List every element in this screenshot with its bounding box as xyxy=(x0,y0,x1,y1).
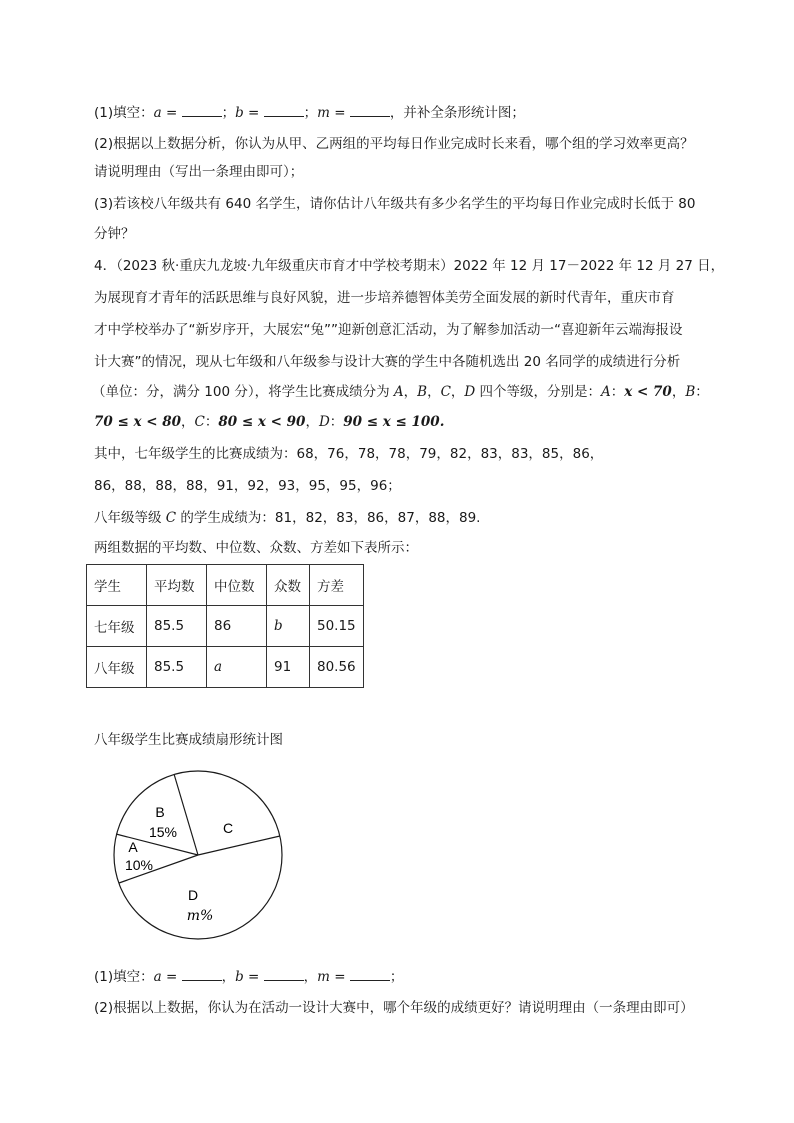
table-cell: 85.5 xyxy=(147,647,207,688)
slice-value-a: 10% xyxy=(124,857,154,873)
table-header-cell: 中位数 xyxy=(207,565,267,606)
table-cell: 86 xyxy=(207,606,267,647)
table-row xyxy=(87,647,364,688)
q4-stem-line5: （单位：分，满分 100 分），将学生比赛成绩分为 A，B，C，D 四个等级，分别是：A：x < 70，B： xyxy=(92,384,709,400)
table-cell: 85.5 xyxy=(147,606,207,647)
q4-stem-line1: 4．（2023 秋·重庆九龙坡·九年级重庆市育才中学校考期末）2022 年 12 月 17－2022 年 12 月 27 日， xyxy=(94,258,725,274)
q4-part1: (1)填空：a = ，b = ，m = ； xyxy=(94,966,403,987)
slice-label-d: D xyxy=(187,887,199,903)
slice-label-a: A xyxy=(128,839,138,855)
q3-part3-line1: (3)若该校八年级共有 640 名学生，请你估计八年级共有多少名学生的平均每日作业完成时长低于 80 xyxy=(94,196,696,212)
answer-blank-m[interactable] xyxy=(350,966,390,981)
q4-grade7-scores-line2: 86，88，88，88，91，92，93，95，95，96； xyxy=(94,478,401,494)
slice-value-b: 15% xyxy=(148,824,178,840)
table-cell: 50.15 xyxy=(310,606,364,647)
answer-blank-b[interactable] xyxy=(264,102,304,117)
statistics-table xyxy=(86,564,364,688)
table-header-cell: 平均数 xyxy=(147,565,207,606)
q4-stem-line6: 70 ≤ x < 80，C：80 ≤ x < 90，D：90 ≤ x ≤ 100. xyxy=(94,414,445,430)
pie-chart xyxy=(100,760,300,950)
slice-label-b: B xyxy=(155,804,165,820)
q4-part2: (2)根据以上数据，你认为在活动一设计大赛中，哪个年级的成绩更好？请说明理由（一条理由即可） xyxy=(94,1000,694,1016)
table-cell: b xyxy=(267,606,310,647)
table-header-cell: 学生 xyxy=(87,565,147,606)
pie-chart-title: 八年级学生比赛成绩扇形统计图 xyxy=(94,732,283,748)
answer-blank-b[interactable] xyxy=(264,966,304,981)
q3-part2-line2: 请说明理由（写出一条理由即可）； xyxy=(94,164,304,180)
slice-label-c: C xyxy=(222,820,234,836)
table-cell: 七年级 xyxy=(87,606,147,647)
answer-blank-a[interactable] xyxy=(182,102,222,117)
table-header-cell: 方差 xyxy=(310,565,364,606)
q4-stem-line3: 才中学校举办了“新岁序开，大展宏“兔””迎新创意汇活动，为了解参加活动一“喜迎新年云端海报设 xyxy=(94,322,683,338)
table-cell: 80.56 xyxy=(310,647,364,688)
answer-blank-m[interactable] xyxy=(350,102,390,117)
table-cell: 91 xyxy=(267,647,310,688)
q4-table-intro: 两组数据的平均数、中位数、众数、方差如下表所示： xyxy=(94,540,418,556)
q4-stem-line2: 为展现育才青年的活跃思维与良好风貌，进一步培养德智体美劳全面发展的新时代青年，重庆市育 xyxy=(94,290,675,306)
q3-part2-line1: (2)根据以上数据分析，你认为从甲、乙两组的平均每日作业完成时长来看，哪个组的学习效率更高？ xyxy=(94,136,694,152)
q4-stem-line4: 计大赛”的情况，现从七年级和八年级参与设计大赛的学生中各随机选出 20 名同学的成绩进行分析 xyxy=(94,354,681,370)
table-cell: a xyxy=(207,647,267,688)
q4-grade8-c-scores: 八年级等级 C 的学生成绩为：81，82，83，86，87，88，89. xyxy=(94,510,481,526)
slice-value-d: m% xyxy=(186,908,214,924)
q3-part1: (1)填空：a = ；b = ；m = ，并补全条形统计图； xyxy=(94,102,525,123)
table-header-cell: 众数 xyxy=(267,565,310,606)
q3-part3-line2: 分钟？ xyxy=(94,226,135,242)
answer-blank-a[interactable] xyxy=(182,966,222,981)
table-cell: 八年级 xyxy=(87,647,147,688)
table-header-row xyxy=(87,565,364,606)
table-row xyxy=(87,606,364,647)
q4-grade7-scores-line1: 其中，七年级学生的比赛成绩为：68，76，78，78，79，82，83，83，85，86， xyxy=(94,446,604,462)
